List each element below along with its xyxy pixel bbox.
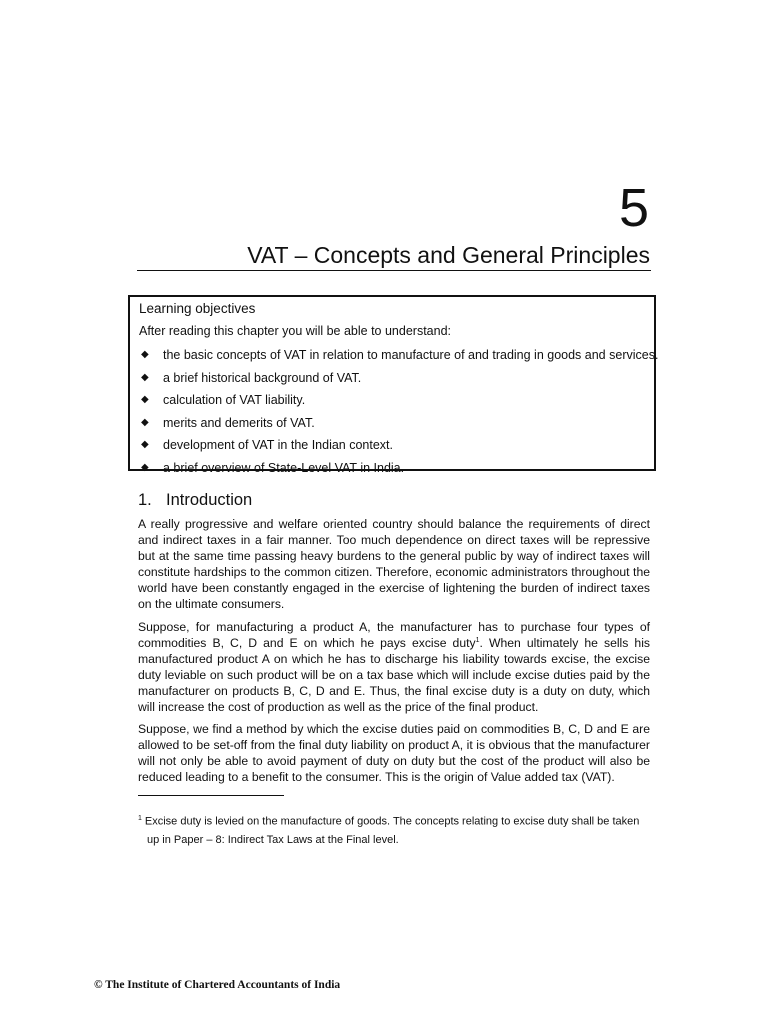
objective-item [139,344,659,367]
section-heading [138,489,252,511]
paragraph: A really progressive and welfare oriented country should balance the requirements of direct and indirect taxes in a fair manner. Too much dependence on direct taxes will be repressive but at the same time passing heavy burdens to the general public by way of indirect taxes will constitute hardships to the common citizen. Therefore, economic administrators throughout the world have been constantly engaged in the exercise of lightening the burden of indirect taxes on the ultimate consumers. [138,517,650,612]
objective-text: development of VAT in the Indian context. [163,438,394,452]
diamond-bullet-icon: ◆ [141,394,149,405]
diamond-bullet-icon: ◆ [141,371,149,383]
section-title: Introduction [166,491,253,509]
paragraph: Suppose, for manufacturing a product A, the manufacturer has to purchase four types of commodities B, C, D and E on which he pays excise duty$^1$. When ultimately he sells his manufactured product A on which he has to discharge his liability towards excise, the excise duty leviable on such product will be on a tax base which will include excise duties paid by the manufacturer on products B, C, D and E. Thus, the final excise duty is a duty on duty, which will increase the cost of production as well as the price of the final product. [138,619,650,715]
objective-text: merits and demerits of VAT. [163,415,315,430]
footnote-separator [138,795,284,796]
learning-objectives-box [128,295,659,475]
objective-item [139,434,645,457]
objective-text: the basic concepts of VAT in relation to manufacture of and trading in goods and services. [163,348,659,362]
body-text [138,516,650,792]
title-underline [137,270,651,271]
chapter-title: VAT – Concepts and General Principles [247,242,650,268]
footnote-marker: 1 [138,815,142,822]
objective-item [139,457,645,480]
learning-objectives-list [139,344,659,479]
learning-objectives-intro: After reading this chapter you will be able to understand: [139,324,451,338]
objective-text: a brief overview of State-Level VAT in India. [163,460,405,475]
footnote-line: $^1$ Excise duty is levied on the manufacture of goods. The concepts relating to excise duty shall be taken [138,815,640,828]
footnote [138,810,650,849]
copyright-footer: © The Institute of Chartered Accountants of India [94,979,341,991]
objective-item [139,367,645,390]
diamond-bullet-icon: ◆ [141,461,149,473]
diamond-bullet-icon: ◆ [141,416,149,428]
paragraph: Suppose, we find a method by which the excise duties paid on commodities B, C, D and E are allowed to be set-off from the final duty liability on product A, it is obvious that the manufacturer will not only be able to avoid payment of duty on duty but the cost of the product will also be reduced leading to a benefit to the consumer. This is the origin of Value added tax (VAT). [138,722,650,785]
objective-item [139,389,645,412]
objective-text: a brief historical background of VAT. [163,370,362,385]
learning-objectives-heading: Learning objectives [139,301,256,316]
footnote-reference: 1 [475,636,480,644]
chapter-number: 5 [618,178,650,238]
diamond-bullet-icon: ◆ [141,349,149,360]
footnote-line: up in Paper – 8: Indirect Tax Laws at the Final level. [147,833,399,846]
objective-item [139,412,645,435]
diamond-bullet-icon: ◆ [141,439,149,450]
section-number: 1. [138,491,152,509]
objective-text: calculation of VAT liability. [163,393,306,407]
